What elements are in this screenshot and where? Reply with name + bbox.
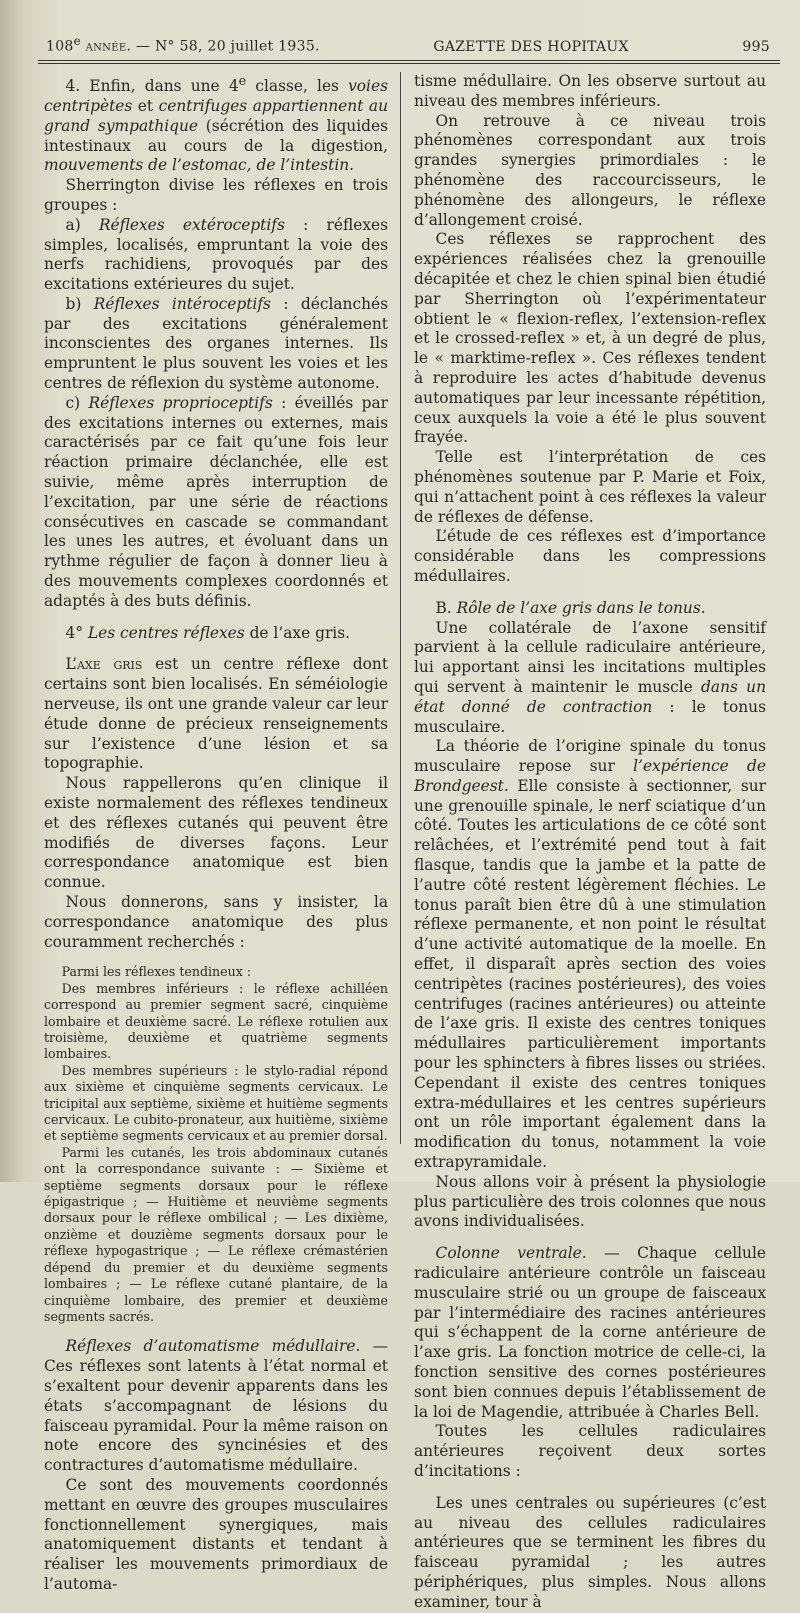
paragraph: Colonne ventrale. — Chaque cellule radiculaire antérieure contrôle un faisceau musculaire strié ou un groupe de faisceaux par l’intermédiaire des racines antérieures qui s’échappent de la corne antérieure de l’axe gris. La fonction motrice de celle-ci, la fonction sensitive des cornes postérieures sont bien connues depuis l’établissement de la loi de Magendie, attribuée à Charles Bell.: [414, 1244, 766, 1421]
paragraph: Toutes les cellules radiculaires antérieures reçoivent deux sortes d’incitations :: [414, 1422, 766, 1480]
paragraph: b) Réflexes intéroceptifs : déclanchés par des excitations généralement inconscientes des organes internes. Ils empruntent le plus souvent les voies et les centres de réflexion du système autonome.: [44, 294, 389, 393]
small-paragraph: Parmi les réflexes tendineux :: [61, 964, 252, 980]
paragraph: Nous donnerons, sans y insister, la correspondance anatomique des plus couramment recherchés :: [44, 893, 388, 951]
header-rule: [38, 60, 780, 61]
page-header: [46, 34, 770, 55]
small-paragraph: Des membres supérieurs : le stylo-radial répond aux sixième et cinquième segments cervicaux. Le tricipital aux septième, sixième et huitième segments cervicaux. Le cubito-pronateur, aux huitième, sixième et septième segments cervicaux et au premier dorsal.: [44, 1062, 388, 1144]
paragraph: Réflexes d’automatisme médullaire. — Ces réflexes sont latents à l’état normal et s’exaltent pour devenir apparents dans les états s’accompagnant de lésions du faisceau pyramidal. Pour la même raison on note encore des syncinésies et des contractures d’automatisme médullaire.: [44, 1337, 388, 1475]
journal-title: GAZETTE DES HOPITAUX: [433, 38, 629, 55]
small-paragraph: Des membres inférieurs : le réflexe achilléen correspond au premier segment sacré, cinquième lombaire et deuxième sacré. Le réflexe rotulien aux troisième, deuxième et quatrième segments lombaires.: [44, 980, 388, 1062]
paragraph: On retrouve à ce niveau trois phénomènes correspondant aux trois grandes synergies primordiales : le phénomène des raccourcisseurs, le phénomène des allongeurs, le réflexe d’allongement croisé.: [414, 111, 766, 229]
paragraph: L’étude de ces réflexes est d’importance considérable dans les compressions médullaires.: [414, 527, 766, 585]
page-number: 995: [742, 38, 770, 55]
paragraph: Telle est l’interprétation de ces phénomènes soutenue par P. Marie et Foix, qui n’attachent point à ces réflexes la valeur de réflexes de défense.: [414, 448, 766, 526]
paragraph: Ce sont des mouvements coordonnés mettant en œuvre des groupes musculaires fonctionnellement synergiques, mais anatomiquement distants et tendant à réaliser les mouvements primordiaux de l’automa-: [44, 1475, 388, 1593]
issue-info: 108e année. — N° 58, 20 juillet 1935.: [46, 34, 320, 55]
paragraph: Les unes centrales ou supérieures (c’est au niveau des cellules radiculaires antérieures que se terminent les fibres du faisceau pyramidal ; les autres périphériques, plus simples. Nous allons examiner, tour à: [414, 1493, 766, 1611]
right-column: [414, 72, 766, 1613]
paragraph: Une collatérale de l’axone sensitif parvient à la cellule radiculaire antérieure, lui apportant ainsi les incitations multiples qui servent à maintenir le muscle dans un état donné de contraction : le tonus musculaire.: [414, 618, 766, 736]
paragraph: Nous allons voir à présent la physiologie plus particulière des trois colonnes que nous avons individualisées.: [414, 1172, 766, 1231]
paragraph: Nous rappellerons qu’en clinique il existe normalement des réflexes tendineux et des réflexes cutanés qui peuvent être modifiés de diverses façons. Leur correspondance anatomique est bien connue.: [44, 774, 388, 892]
section-heading: 4° Les centres réflexes de l’axe gris.: [65, 623, 351, 642]
paragraph: tisme médullaire. On les observe surtout au niveau des membres inférieurs.: [414, 72, 766, 110]
paragraph: La théorie de l’origine spinale du tonus musculaire repose sur l’expérience de Brondgeest. Elle consiste à sectionner, sur une grenouille spinale, le nerf sciatique d’un côté. Toutes les articulations de ce côté sont relâchées, et l’extrémité pend tout à fait flasque, tandis que la jambe et la patte de l’autre côté restent légèrement fléchies. Le tonus paraît bien être dû à une stimulation réflexe permanente, et non point le résultat d’une activité automatique de la moelle. En effet, il disparaît après section des voies centripètes (racines postérieures), des voies centrifuges (racines antérieures) ou atteinte de l’axe gris. Il existe des centres toniques médullaires particulièrement importants pour les sphincters à fibres lisses ou striées. Cependant il existe des centres toniques extra-médullaires et les centres supérieurs ont un rôle important également dans la modification du tonus, notamment la voie extrapyramidale.: [414, 737, 766, 1172]
paragraph: Sherrington divise les réflexes en trois groupes :: [44, 176, 388, 214]
section-heading: B. Rôle de l’axe gris dans le tonus.: [435, 598, 706, 617]
paragraph: 4. Enfin, dans une 4e classe, les voies centripètes et centrifuges appartiennent au grand sympathique (sécrétion des liquides intestinaux au cours de la digestion, mouvements de l’estomac, de l’intestin.: [44, 74, 388, 175]
column-divider: [400, 72, 401, 1144]
paragraph: a) Réflexes extéroceptifs : réflexes simples, localisés, empruntant la voie des nerfs rachidiens, provoqués par des excitations extérieures du sujet.: [44, 215, 389, 294]
small-paragraph: Parmi les cutanés, les trois abdominaux cutanés ont la correspondance suivante : — Sixième et septième segments dorsaux pour le réflexe épigastrique ; — Huitième et neuvième segments dorsaux pour le réflexe ombilical ; — Les dixième, onzième et douzième segments dorsaux pour le réflexe hypogastrique ; — Le réflexe crémastérien dépend du premier et du deuxième segments lombaires ; — Le réflexe cutané plantaire, de la cinquième lombaire, des premier et deuxième segments sacrés.: [44, 1144, 388, 1324]
left-column: [44, 72, 388, 1595]
paragraph: L’axe gris est un centre réflexe dont certains sont bien localisés. En séméiologie nerveuse, ils ont une grande valeur car leur étude donne de précieux renseignements sur l’existence d’une lésion et sa topographie.: [44, 655, 389, 773]
header-rule-double: [38, 63, 780, 64]
paragraph: Ces réflexes se rapprochent des expériences réalisées chez la grenouille décapitée et chez le chien spinal bien étudié par Sherrington où l’expérimentateur obtient le « flexion-reflex, l’extension-reflex et le crossed-reflex » et, à un degré de plus, le « marktime-reflex ». Ces réflexes tendent à reproduire les actes d’habitude devenus automatiques par leur incessante répétition, ceux auxquels la voie a été le plus souvent frayée.: [414, 230, 766, 447]
paragraph: c) Réflexes proprioceptifs : éveillés par des excitations internes ou externes, mais caractérisés par ce fait qu’une fois leur réaction primaire déclanchée, elle est suivie, même après interruption de l’excitation, par une série de réactions consécutives en cascade se commandant les unes les autres, et évoluant dans un rythme régulier de façon à donner lieu à des mouvements complexes coordonnés et adaptés à des buts définis.: [44, 393, 388, 610]
